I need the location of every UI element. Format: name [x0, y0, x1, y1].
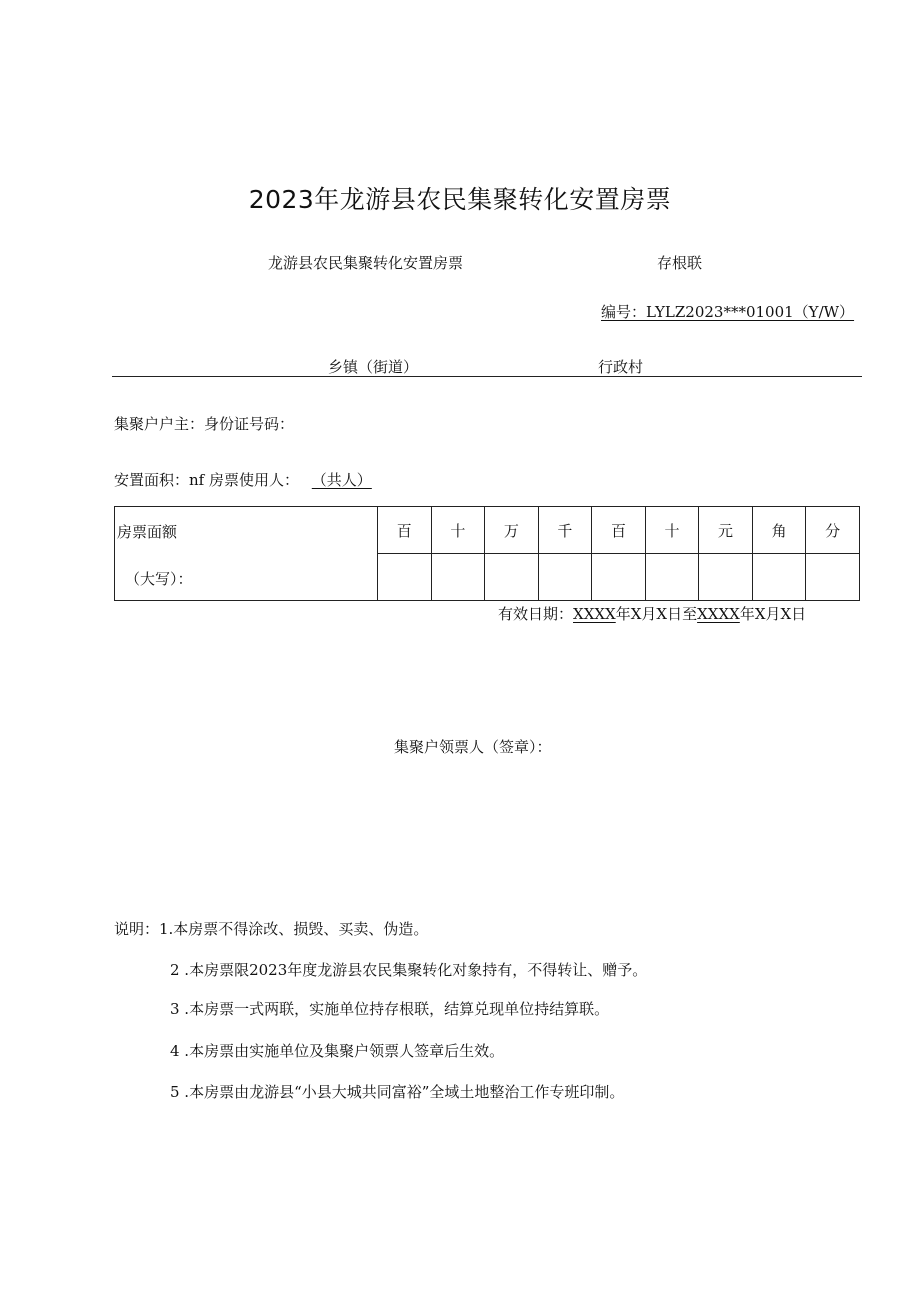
validity-line: [498, 603, 806, 624]
amount-label-cell: [115, 507, 378, 601]
value-cell: [378, 554, 432, 601]
note-4: 4 .本房票由实施单位及集聚户领票人签章后生效。: [170, 1042, 505, 1060]
ticket-user-label: 房票使用人：: [209, 471, 300, 489]
stub-label: 存根联: [657, 254, 703, 272]
unit-cell: 元: [699, 507, 753, 554]
validity-start-rest: 年X月X日至: [615, 605, 698, 623]
value-cell: [699, 554, 753, 601]
unit-cell: 十: [431, 507, 485, 554]
unit-cell: 十: [645, 507, 699, 554]
value-cell: [485, 554, 539, 601]
note-2: 2 .本房票限2023年度龙游县农民集聚转化对象持有，不得转让、赠予。: [170, 961, 648, 979]
note-5: 5 .本房票由龙游县“小县大城共同富裕”全域土地整治工作专班印制。: [170, 1083, 625, 1101]
amount-units-row: [115, 507, 860, 554]
unit-cell: 千: [538, 507, 592, 554]
note-3: 3 .本房票一式两联，实施单位持存根联，结算兑现单位持结算联。: [170, 1000, 610, 1018]
value-cell: [752, 554, 806, 601]
area-label: 安置面积：nf: [114, 471, 205, 489]
value-cell: [538, 554, 592, 601]
village-label: 行政村: [598, 358, 644, 376]
unit-cell: 百: [378, 507, 432, 554]
validity-start-year: XXXX: [573, 605, 616, 623]
amount-uppercase-label: （大写）：: [125, 570, 193, 588]
total-persons-label: （共人）: [311, 471, 372, 489]
validity-label: 有效日期：: [498, 605, 574, 623]
id-number-label: 身份证号码：: [204, 415, 295, 433]
value-cell: [645, 554, 699, 601]
owner-label: 集聚户户主：: [114, 415, 205, 433]
unit-cell: 分: [806, 507, 860, 554]
value-cell: [431, 554, 485, 601]
unit-cell: 角: [752, 507, 806, 554]
township-label: 乡镇（街道）: [328, 358, 419, 376]
unit-cell: 万: [485, 507, 539, 554]
amount-label: 房票面额: [117, 523, 178, 541]
unit-cell: 百: [592, 507, 646, 554]
ticket-name: 龙游县农民集聚转化安置房票: [268, 254, 464, 272]
note-1: 说明：1.本房票不得涂改、损毁、买卖、伪造。: [114, 920, 429, 938]
document-title: 2023年龙游县农民集聚转化安置房票: [248, 185, 672, 214]
amount-table: [114, 506, 860, 601]
header-divider: [112, 376, 862, 377]
value-cell: [592, 554, 646, 601]
serial-number: 编号：LYLZ2023***01001（Y/W）: [601, 303, 855, 321]
area-line: [114, 469, 372, 490]
validity-end-rest: 年X月X日: [739, 605, 807, 623]
validity-end-year: XXXX: [697, 605, 740, 623]
value-cell: [806, 554, 860, 601]
holder-line: [114, 413, 294, 434]
signature-label: 集聚户领票人（签章）：: [394, 738, 552, 756]
